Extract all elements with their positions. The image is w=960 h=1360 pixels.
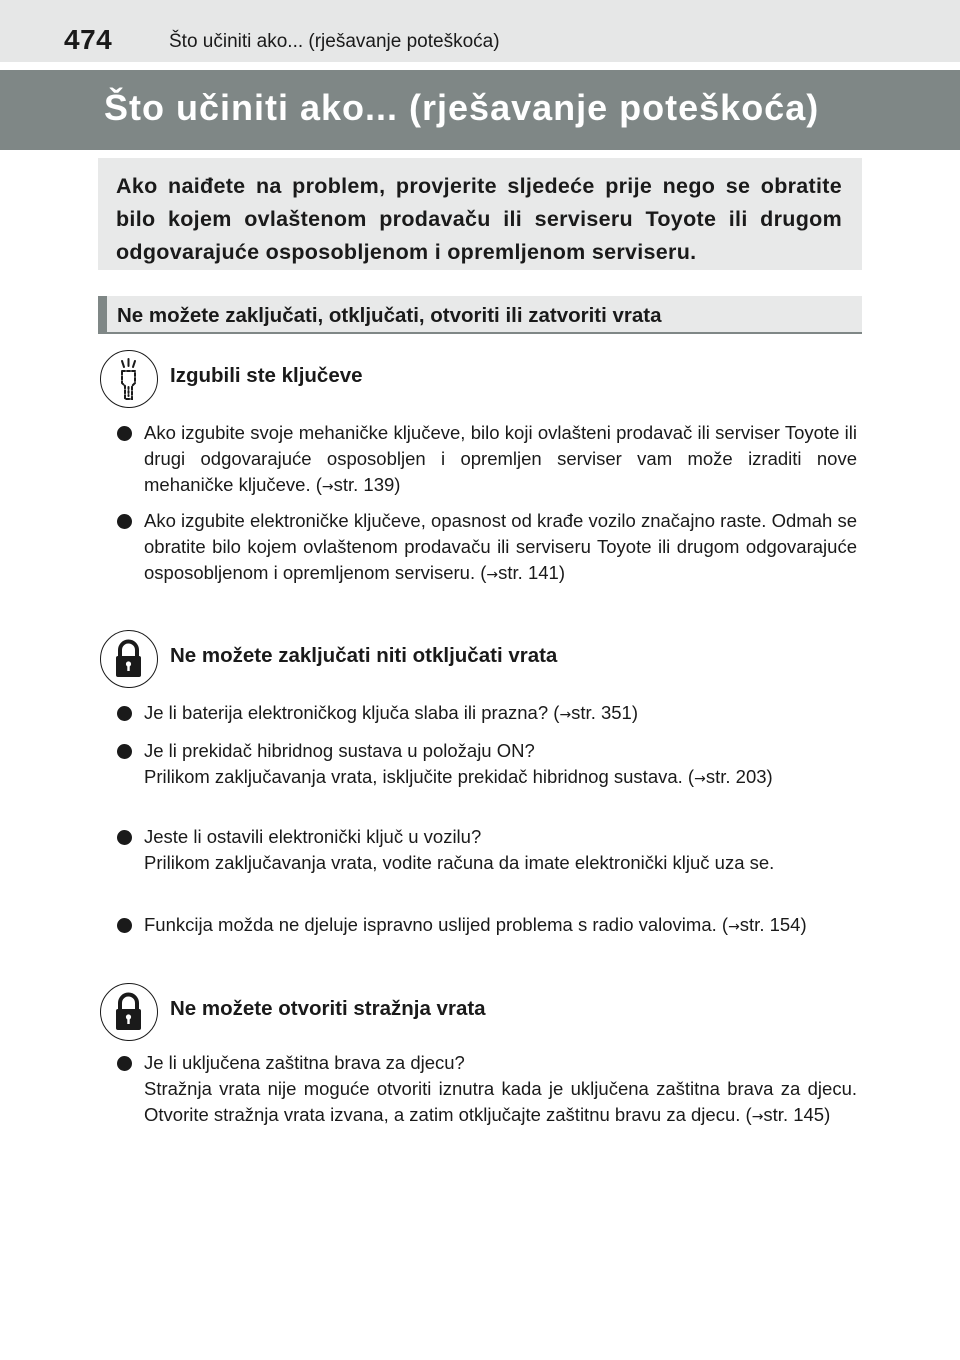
lock-icon — [100, 630, 158, 688]
bullet-dot — [117, 1056, 132, 1071]
lock-icon — [100, 983, 158, 1041]
bullet-dot — [117, 426, 132, 441]
running-title: Što učiniti ako... (rješavanje poteškoća) — [169, 31, 500, 52]
bullet-dot — [117, 514, 132, 529]
subhead-title: Ne možete zaključati niti otključati vrata — [170, 644, 558, 667]
subhead-title: Izgubili ste ključeve — [170, 364, 363, 387]
bullet-item: Ako izgubite svoje mehaničke ključeve, bilo koji ovlašteni prodavač ili serviser Toyote ili drugi odgovarajuće osposobljen i opremljen serviser vam može izraditi nove mehaničke ključeve. (→str. 139) — [117, 420, 857, 500]
intro-text: Ako naiđete na problem, provjerite sljedeće prije nego se obratite bilo kojem ovlaštenom prodavaču ili serviseru Toyote ili drugom odgovarajuće osposobljenom i opremljenom serviseru. — [116, 174, 842, 264]
bullet-item: Ako izgubite elektroničke ključeve, opasnost od krađe vozilo značajno raste. Odmah se obratite bilo kojem ovlaštenom prodavaču ili serviseru Toyote ili drugom odgovarajuće osposobljenom i opremljenom serviseru. (→str. 141) — [117, 508, 857, 588]
page-number: 474 — [64, 24, 113, 55]
subhead-title: Ne možete otvoriti stražnja vrata — [170, 997, 486, 1020]
intro-box — [98, 158, 862, 270]
bullet-dot — [117, 706, 132, 721]
bullet-item: Funkcija možda ne djeluje ispravno uslijed problema s radio valovima. (→str. 154) — [117, 912, 857, 940]
bullet-dot — [117, 744, 132, 759]
bullet-item: Je li prekidač hibridnog sustava u položaju ON? Prilikom zaključavanja vrata, isključite prekidač hibridnog sustava. (→str. 203) — [117, 738, 857, 792]
bullet-dot — [117, 918, 132, 933]
section-title: Ne možete zaključati, otključati, otvoriti ili zatvoriti vrata — [117, 304, 662, 327]
section-bar — [98, 296, 862, 334]
key-icon — [100, 350, 158, 408]
bullet-item: Je li uključena zaštitna brava za djecu? Stražnja vrata nije moguće otvoriti iznutra kada je uključena zaštitna brava za djecu. Otvorite stražnja vrata izvana, a zatim otključajte zaštitnu bravu za djecu. (→str. 145) — [117, 1050, 857, 1130]
bullet-dot — [117, 830, 132, 845]
bullet-item: Jeste li ostavili elektronički ključ u vozilu? Prilikom zaključavanja vrata, vodite računa da imate elektronički ključ uza se. — [117, 824, 857, 876]
page-title: Što učiniti ako... (rješavanje poteškoća) — [104, 87, 820, 128]
bullet-item: Je li baterija elektroničkog ključa slaba ili prazna? (→str. 351) — [117, 700, 857, 728]
